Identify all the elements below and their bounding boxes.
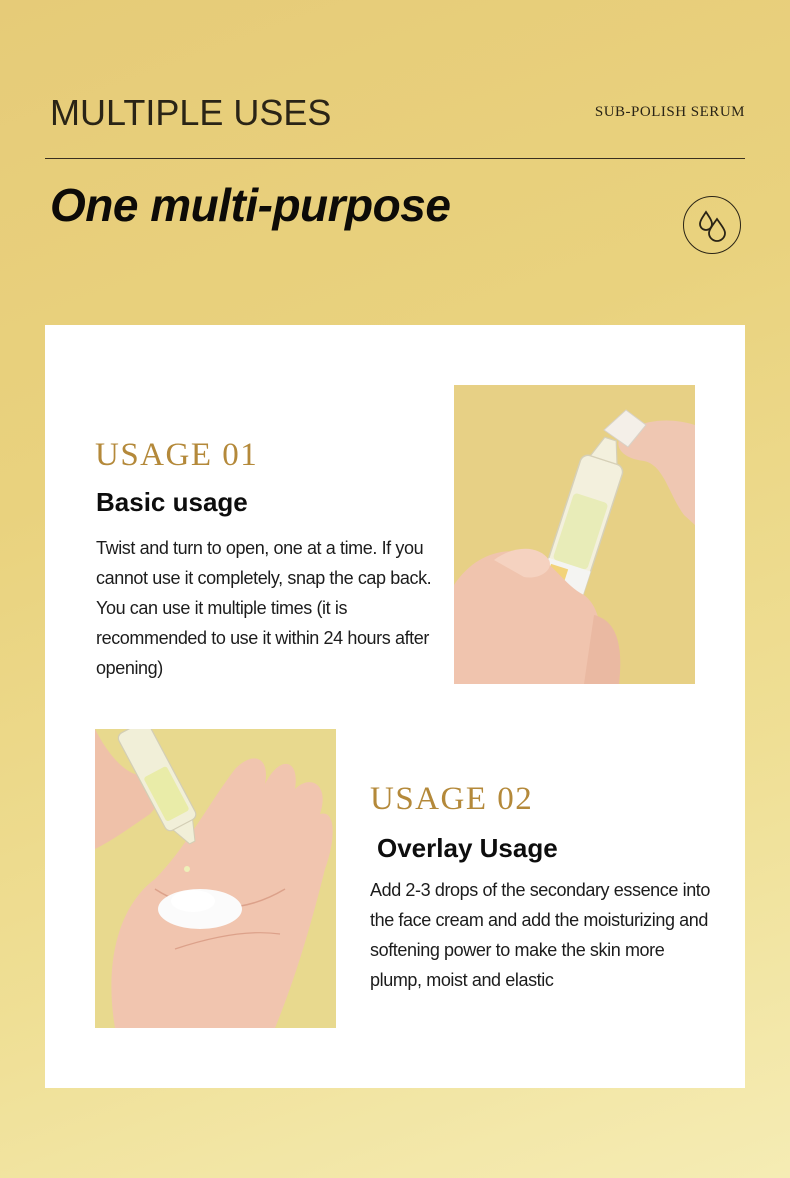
water-drops-icon <box>683 196 741 254</box>
ampoule-opening-photo <box>454 385 695 684</box>
usage-01-label: USAGE 01 <box>95 437 259 473</box>
usage-01-title: Basic usage <box>96 487 248 517</box>
usage-card <box>45 325 745 1088</box>
usage-01-text: Twist and turn to open, one at a time. If you cannot use it completely, snap the cap back. You can use it multiple times (it is recommended to use it within 24 hours after opening) <box>96 538 432 678</box>
usage-02-text: Add 2-3 drops of the secondary essence into the face cream and add the moisturizing and softening power to make the skin more plump, moist and elastic <box>370 880 711 990</box>
headline: One multi-purpose <box>50 179 451 231</box>
usage-02-title: Overlay Usage <box>377 833 558 863</box>
section-title: MULTIPLE USES <box>50 92 332 133</box>
divider <box>45 158 745 159</box>
usage-02-label: USAGE 02 <box>370 781 534 817</box>
drops-on-palm-photo <box>95 729 336 1028</box>
brand-name: SUB-POLISH SERUM <box>594 104 745 120</box>
